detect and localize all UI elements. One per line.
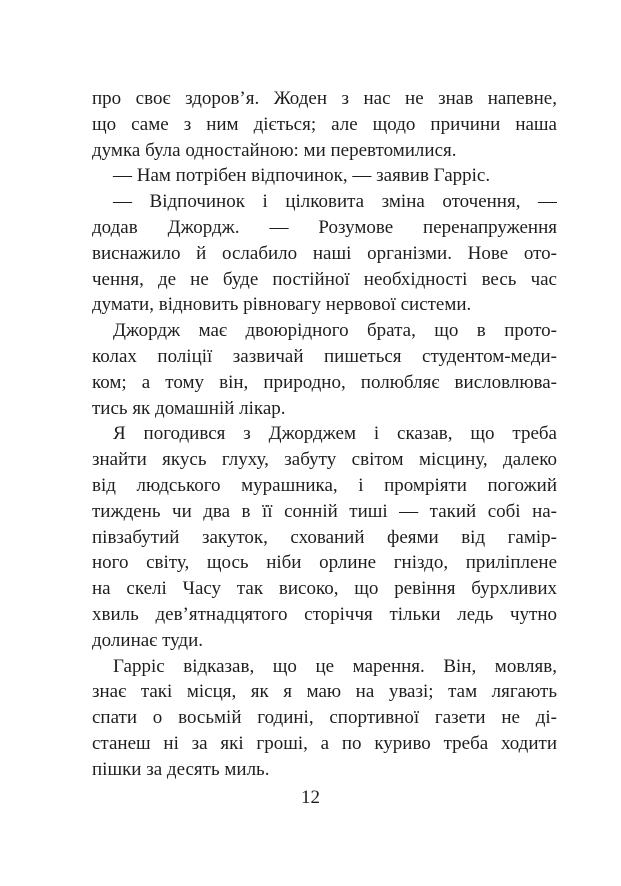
paragraph [92, 654, 557, 783]
text-line: виснажило й ослабило наші організми. Нове ото- [92, 242, 557, 264]
text-line: на скелі Часу так високо, що ревіння бурхливих [92, 578, 557, 600]
text-line: Гарріс відказав, що це марення. Він, мовляв, [113, 655, 557, 677]
paragraph [92, 163, 557, 189]
text-line: знайти якусь глуху, забуту світом місцину, далеко [92, 449, 557, 471]
text-line: знає такі місця, як я маю на увазі; там лягають [92, 681, 557, 703]
text-line: що саме з ним діється; але щодо причини наша [92, 113, 557, 135]
paragraph [92, 189, 557, 318]
text-line: спати о восьмій годині, спортивної газети не ді- [92, 707, 557, 729]
paragraph [92, 318, 557, 421]
text-line: долинає туди. [92, 629, 204, 651]
text-line: від людського мурашника, і промріяти погожий [92, 474, 557, 496]
text-line: додав Джордж. — Розумове перенапруження [92, 216, 557, 238]
text-line: колах поліції зазвичай пишеться студентом-меди- [92, 345, 557, 367]
text-line: Джордж має двоюрідного брата, що в прото- [113, 320, 557, 342]
paragraph [92, 86, 557, 163]
text-line: хвиль дев’ятнадцятого сторіччя тільки ледь чутно [92, 603, 557, 625]
paragraph [92, 421, 557, 653]
text-line: Я погодився з Джорджем і сказав, що треба [113, 423, 557, 445]
text-line: тись як домашній лікар. [92, 397, 286, 419]
text-line: станеш ні за які гроші, а по куриво треба ходити [92, 732, 557, 754]
text-line: ком; а тому він, природно, полюбляє висловлюва- [92, 371, 557, 393]
text-line: чення, де не буде постійної необхідності весь час [92, 268, 557, 290]
text-line: думка була одностайною: ми перевтомилися. [92, 139, 457, 161]
page-number: 12 [301, 787, 320, 808]
text-line: думати, відновить рівновагу нервової системи. [92, 294, 472, 316]
text-line: ного світу, щось ніби орлине гніздо, приліплене [92, 552, 557, 574]
text-line: тиждень чи два в її сонній тиші — такий собі на- [92, 500, 557, 522]
text-line: — Нам потрібен відпочинок, — заявив Гарріс. [113, 165, 491, 187]
text-line: півзабутий закуток, схований феями від гамір- [92, 526, 557, 548]
text-line: про своє здоров’я. Жоден з нас не знав напевне, [92, 88, 557, 109]
text-line: пішки за десять миль. [92, 758, 270, 780]
text-line: — Відпочинок і цілковита зміна оточення, — [113, 191, 557, 213]
body-text [92, 86, 557, 783]
